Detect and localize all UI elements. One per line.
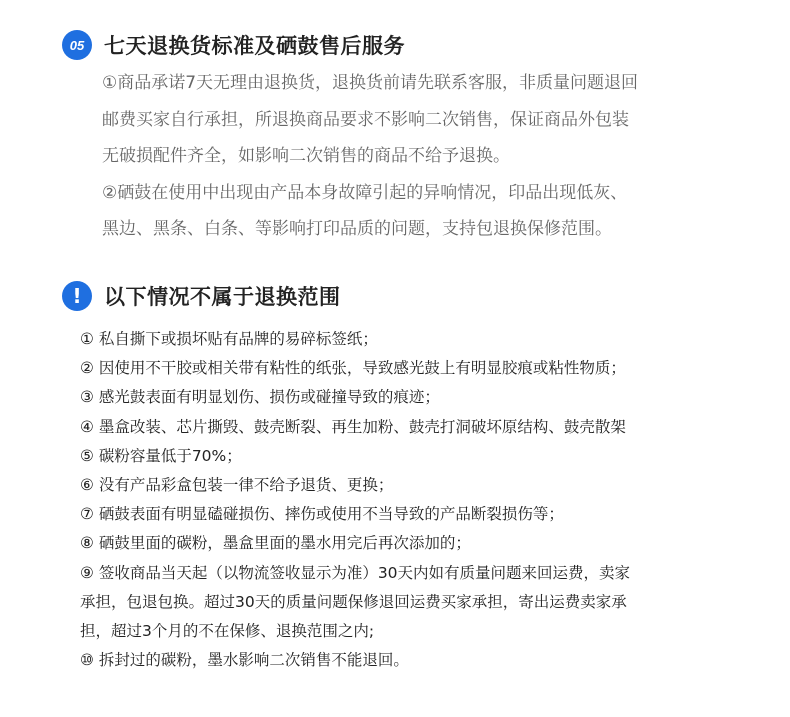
exclusions-list — [80, 325, 760, 675]
list-item: ⑦ 硒鼓表面有明显磕碰损伤、摔伤或使用不当导致的产品断裂损伤等； — [80, 505, 564, 524]
policy-line: 黑边、黑条、白条、等影响打印品质的问题，支持包退换保修范围。 — [102, 219, 612, 239]
section-title-return-policy: 七天退换货标准及硒鼓售后服务 — [104, 34, 405, 58]
list-item: ⑥ 没有产品彩盒包装一律不给予退货、更换； — [80, 476, 394, 495]
exclamation-icon: ! — [62, 281, 92, 311]
list-item: ⑤ 碳粉容量低于70%； — [80, 446, 242, 465]
section-header-return-policy — [62, 30, 405, 60]
list-item: 担，超过3个月的不在保修、退换范围之内; — [80, 622, 375, 641]
list-item: ⑧ 硒鼓里面的碳粉，墨盒里面的墨水用完后再次添加的； — [80, 534, 471, 553]
list-item: ① 私自撕下或损坏贴有品牌的易碎标签纸； — [80, 330, 378, 348]
policy-line: 邮费买家自行承担，所退换商品要求不影响二次销售，保证商品外包装 — [102, 109, 629, 130]
list-item: 承担，包退包换。超过30天的质量问题保修退回运费买家承担，寄出运费卖家承 — [80, 592, 627, 611]
policy-line: ①商品承诺7天无理由退换货，退换货前请先联系客服，非质量问题退回 — [102, 73, 639, 93]
return-policy-text — [102, 65, 752, 248]
list-item: ④ 墨盒改装、芯片撕毁、鼓壳断裂、再生加粉、鼓壳打洞破坏原结构、鼓壳散架 — [80, 417, 626, 436]
section-title-exclusions: 以下情况不属于退换范围 — [104, 285, 341, 309]
list-item: ③ 感光鼓表面有明显划伤、损伤或碰撞导致的痕迹； — [80, 388, 440, 407]
list-item: ⑨ 签收商品当天起（以物流签收显示为准）30天内如有质量问题来回运费，卖家 — [80, 563, 631, 582]
section-number-badge: 05 — [62, 30, 92, 60]
policy-line: ②硒鼓在使用中出现由产品本身故障引起的异响情况，印品出现低灰、 — [102, 182, 628, 203]
section-header-exclusions — [62, 281, 341, 311]
policy-line: 无破损配件齐全，如影响二次销售的商品不给予退换。 — [102, 146, 510, 166]
list-item: ⑩ 拆封过的碳粉，墨水影响二次销售不能退回。 — [80, 651, 409, 670]
list-item: ② 因使用不干胶或相关带有粘性的纸张，导致感光鼓上有明显胶痕或粘性物质； — [80, 359, 626, 378]
